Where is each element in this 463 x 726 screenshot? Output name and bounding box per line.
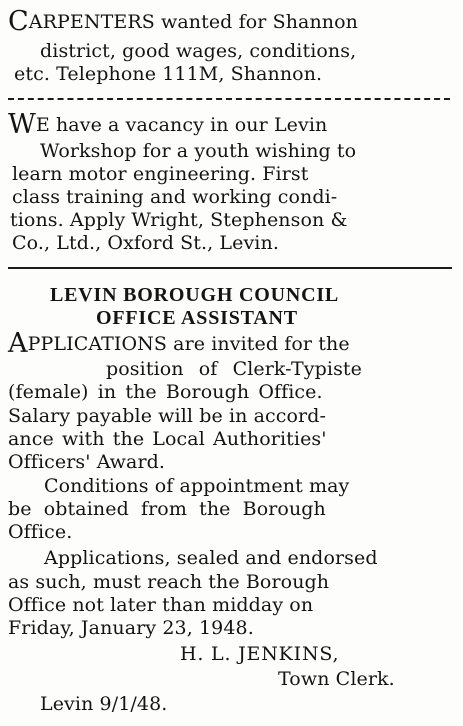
council-ad-line-12: Office not later than midday on — [8, 594, 314, 616]
carpenters-ad-line-3: etc. Telephone 111M, Shannon. — [14, 63, 323, 85]
workshop-ad-line-5: tions. Apply Wright, Stephenson & — [10, 209, 348, 231]
council-ad-line-9: Office. — [8, 521, 73, 543]
council-ad-line-1 — [8, 328, 350, 359]
council-ad-line-2: position of Clerk-Typiste — [106, 358, 363, 380]
council-ad-line-11: as such, must reach the Borough — [8, 571, 330, 593]
divider-2 — [8, 267, 452, 269]
council-ad-signer: H. L. JENKINS, — [180, 643, 340, 665]
council-ad-line-6: Officers' Award. — [8, 451, 166, 473]
council-ad-line-8: be obtained from the Borough — [8, 498, 326, 520]
workshop-ad-line-6: Co., Ltd., Oxford St., Levin. — [12, 232, 279, 254]
carpenters-ad-drop-cap: C — [8, 6, 29, 37]
workshop-ad-drop-cap: W — [8, 109, 36, 140]
council-ad-place-date: Levin 9/1/48. — [40, 693, 168, 715]
carpenters-ad-line-1 — [8, 6, 359, 37]
divider-1 — [8, 98, 450, 100]
workshop-ad-line-1 — [8, 109, 328, 140]
council-ad-line-10: Applications, sealed and endorsed — [44, 547, 378, 569]
council-ad-line-5: ance with the Local Authorities' — [8, 428, 327, 450]
workshop-ad-line-3: learn motor engineering. First — [12, 163, 309, 185]
council-ad-line-13: Friday, January 23, 1948. — [8, 617, 254, 639]
carpenters-ad-line-2: district, good wages, conditions, — [40, 40, 357, 62]
workshop-ad-line-2: Workshop for a youth wishing to — [40, 140, 357, 162]
council-ad-line-1-text: PPLICATIONS are invited for the — [27, 333, 350, 355]
council-ad-heading-1: LEVIN BOROUGH COUNCIL — [50, 284, 340, 306]
carpenters-ad-line-1-text: ARPENTERS wanted for Shannon — [28, 11, 359, 33]
workshop-ad-line-4: class training and working condi- — [12, 186, 338, 208]
council-ad-heading-2: OFFICE ASSISTANT — [96, 307, 298, 329]
council-ad-line-7: Conditions of appointment may — [44, 475, 350, 497]
council-ad-drop-cap: A — [8, 328, 28, 359]
council-ad-line-4: Salary payable will be in accord- — [8, 405, 327, 427]
council-ad-line-3: (female) in the Borough Office. — [8, 381, 323, 403]
workshop-ad-line-1-text: E have a vacancy in our Levin — [35, 114, 328, 136]
council-ad-signer-title: Town Clerk. — [278, 668, 395, 690]
